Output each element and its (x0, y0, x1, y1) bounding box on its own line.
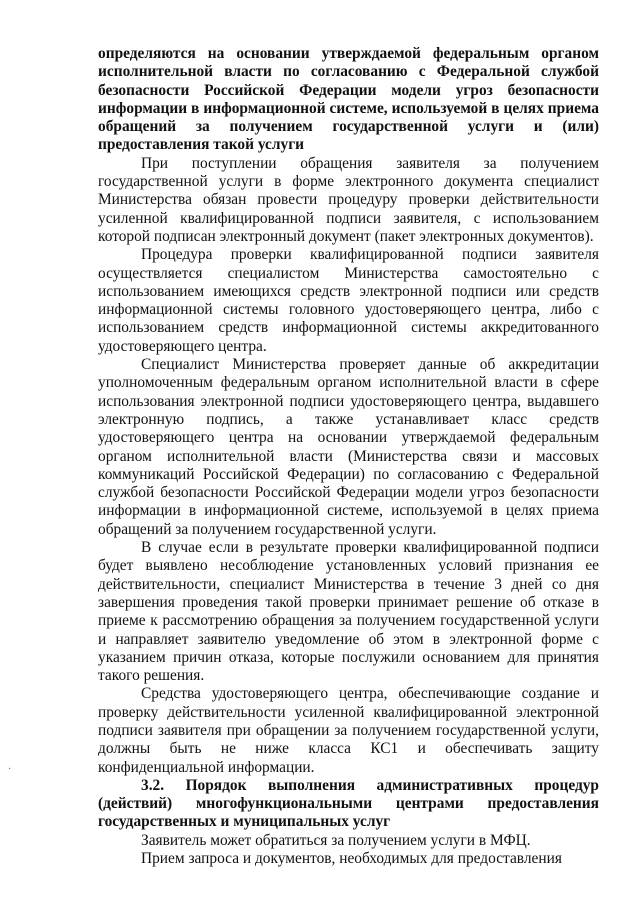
paragraph-signature-check: При поступлении обращения заявителя за получением государственной услуги в форме электронного документа специалист Министерства обязан провести процедуру проверки действительности усиленной квалифицированной подписи заявителя, с использованием которой подписан электронный документ (пакет электронных документов). (98, 154, 599, 245)
paragraph-check-procedure: Процедура проверки квалифицированной подписи заявителя осуществляется специалистом Министерства самостоятельно с использованием имеющихся средств электронной подписи или средств информационной системы головного удостоверяющего центра, либо с использованием средств информационной системы аккредитованного удостоверяющего центра. (98, 246, 599, 355)
paragraph-ca-tools: Средства удостоверяющего центра, обеспечивающие создание и проверку действительности усиленной квалифицированной электронной подписи заявителя при обращении за получением государственной услуги, должны быть не ниже класса КС1 и обеспечивать защиту конфиденциальной информации. (98, 685, 599, 776)
paragraph-request-intake: Прием запроса и документов, необходимых для предоставления (141, 850, 562, 868)
section-heading (98, 777, 599, 832)
margin-mark: · (8, 764, 12, 775)
paragraph-refusal: В случае если в результате проверки квалифицированной подписи будет выявлено несоблюдение установленных условий признания ее действительности, специалист Министерства в течение 3 дней со дня завершения проведения такой проверки принимает решение об отказе в приеме к рассмотрению обращения за получением государственной услуги и направляет заявителю уведомление об этом в электронной форме с указанием причин отказа, которые послужили основанием для принятия такого решения. (98, 539, 599, 685)
paragraph-accreditation: Специалист Министерства проверяет данные об аккредитации уполномоченным федеральным органом исполнительной власти в сфере использования электронной подписи удостоверяющего центра, выдавшего электронную подпись, а также устанавливает класс средств удостоверяющего центра на основании утверждаемой федеральным органом исполнительной власти (Министерства связи и массовых коммуникаций Российской Федерации) по согласованию с Федеральной службой безопасности Российской Федерации модели угроз безопасности информации в информационной системе, используемой в целях приема обращений за получением государственной услуги. (98, 356, 599, 538)
section-number: 3.2. (141, 776, 165, 794)
paragraph-mfc-apply: Заявитель может обратиться за получением услуги в МФЦ. (141, 831, 531, 849)
section-title: Порядок выполнения административных процедур (действий) многофункциональными центрами предоставления государственных и муниципальных услуг (98, 776, 599, 831)
paragraph-intro-bold: определяются на основании утверждаемой федеральным органом исполнительной власти по согласованию с Федеральной службой безопасности Российской Федерации модели угроз безопасности информации в информационной системе, используемой в целях приема обращений за получением государственной услуги и (или) предоставления такой услуги (98, 45, 599, 154)
document-body (98, 45, 599, 868)
